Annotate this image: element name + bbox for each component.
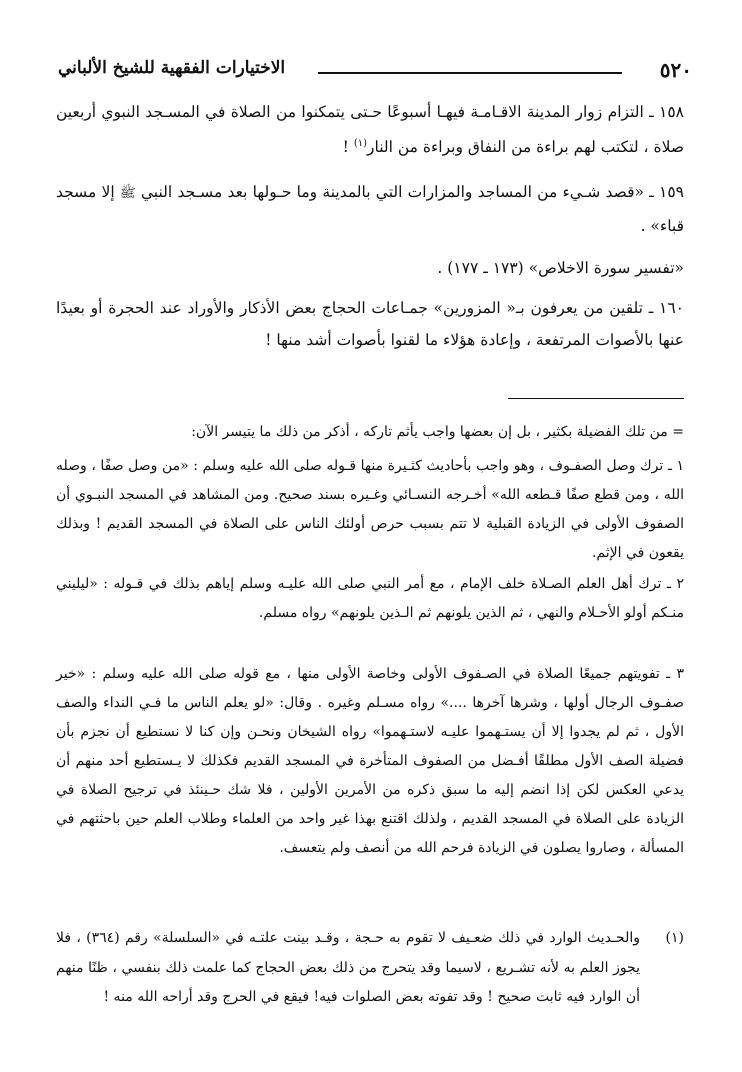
footnote-1-number: (١) xyxy=(665,930,684,946)
footnote-point-3: ٣ ـ تفويتهم جميعًا الصلاة في الصـفوف الأولى وخاصة الأولى منها ، مع قوله صلى الله عليه وسلم : «خير صفـوف الرجال أولها ، وشرها آخرها ....» رواه مسـلم وغيره . وقال: «لو يعلم الناس ما فـي النداء والصف الأول ، ثم لم يجدوا إلا أن يستـهموا عليـه لاستـهموا» رواه الشيخان ونحـن وإن كنا لا نستطيع أن نجزم بأن فضيلة الصف الأول مطلقًا أفـضل من الصفوف المتأخرة في المسجد القديم فكذلك لا يـستطيع أحد منهم أن يدعي العكس لكن إذا انضم إليه ما سبق ذكره من الأمرين الأولين ، فلا شك حـينئذ في ترجيح الصلاة في الزيادة على الصلاة في المسجد القديم ، ولذلك اقتنع بهذا غير واحد من العلماء وطلاب العلم حين باحثتهم في المسألة ، وصاروا يصلون في الزيادة فرحم الله من أنصف ولم يتعسف. xyxy=(56,666,684,856)
item-159-tail: إلا مسجد قباء» . xyxy=(56,183,684,235)
footnote-point-2: ٢ ـ ترك أهل العلم الصـلاة خلف الإمام ، مع أمر النبي صلى الله عليـه وسلم إياهم بذلك في قـوله : «ليليني منـكم أولو الأحـلام والنهي ، ثم الذين يلونهم ثم الـذين يلونهم» رواه مسلم. xyxy=(56,576,684,621)
item-158 xyxy=(56,96,684,163)
footnote-separator xyxy=(508,398,684,399)
header-rule xyxy=(318,72,622,74)
footnote-continuation: = من تلك الفضيلة بكثير ، بل إن بعضها واجب يأثم تاركه ، أذكر من ذلك ما يتيسر الآن: xyxy=(191,424,684,440)
item-160-text: ١٦٠ ـ تلقين من يعرفون بـ« المزورين» جمـاعات الحجاج بعض الأذكار والأوراد عند الحجرة أو بعيدًا عنها بالأصوات المرتفعة ، وإعادة هؤلاء ما لقنوا بأصوات أشد منها ! xyxy=(56,299,684,349)
item-158-tail: ! xyxy=(342,138,354,157)
running-title: الاختيارات الفقهية للشيخ الألباني xyxy=(58,58,286,78)
footnote-ref-1: (١) xyxy=(353,138,368,149)
footnote-1-text: والحـديث الوارد في ذلك ضعـيف لا تقوم به حـجة ، وقـد بينت علتـه في «السلسلة» رقم (٣٦٤) ، فلا يجوز العلم به لأنه تشـريع ، لاسيما وقد يتحرج من ذلك بعض الحجاج كما علمت ذلك بنفسي ، ظنًا منهم أن الوارد فيه ثابت صحيح ! وقد تفوته بعض الصلوات فيه! فيقع في الحرج وقد أراحه الله منه ! xyxy=(56,930,640,1005)
running-header xyxy=(58,56,692,90)
page-number: ٥٢٠ xyxy=(659,58,692,82)
item-159-text: ١٥٩ ـ «قصد شـيء من المساجد والمزارات التي بالمدينة وما حـولها بعد مسـجد النبي xyxy=(140,183,684,201)
tafsir-reference-text: «تفسير سورة الاخلاص» (١٧٣ ـ ١٧٧) . xyxy=(437,259,684,277)
tafsir-reference xyxy=(56,252,684,284)
footnote-1 xyxy=(56,924,684,1013)
item-160 xyxy=(56,292,684,356)
footnote-point-1: ١ ـ ترك وصل الصفـوف ، وهو واجب بأحاديث كثـيرة منها قـوله صلى الله عليه وسلم : «من وصل صفًا ، وصله الله ، ومن قطع صفًا قـطعه الله» أخـرجه النسـائي وغـيره بسند صحيح. ومن المشاهد في المسجد النبـوي أن الصفوف الأولى في الزيادة القبلية لا تتم بسبب حرص أولئك الناس على الصلاة في المسجد القديم ! وبذلك يقعون في الإثم. xyxy=(56,458,684,561)
item-159 xyxy=(56,176,684,242)
pbuh-glyph: ﷺ xyxy=(119,186,136,201)
item-158-text: ١٥٨ ـ التزام زوار المدينة الاقـامـة فيهـا أسبوعًا حـتى يتمكنوا من الصلاة في المسـجد النبوي أربعين صلاة ، لتكتب لهم براءة من النفاق وبراءة من النار xyxy=(56,103,684,157)
